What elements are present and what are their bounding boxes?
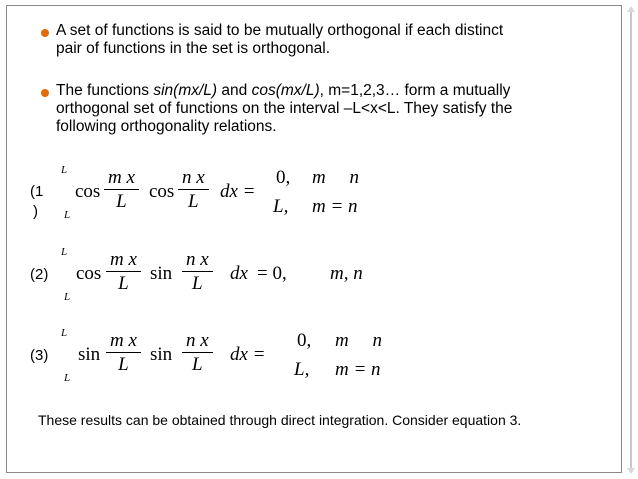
differential: dx [230,263,248,284]
case-value: L, [273,196,289,217]
equation-3-label: (3) [30,347,49,364]
bullet-2-line-1 [56,82,601,100]
fraction-bar [178,189,209,190]
scrollbar-track[interactable] [630,8,632,472]
italic-sin-term: sin(mx/L) [153,82,218,99]
text: , m=1,2,3… form a mutually [319,82,511,99]
integral-upper-limit: L [61,327,68,339]
fraction-bar [106,352,141,353]
bullet-2-line-3: following orthogonality relations. [56,118,277,135]
denominator: L [116,191,127,212]
integral-upper-limit: L [61,164,68,176]
fraction-bar [182,271,213,272]
scroll-down-arrow-icon[interactable] [627,468,635,474]
numerator: m x [110,249,137,270]
footer-note: These results can be obtained through direct integration. Consider equation 3. [38,412,522,428]
case-value: L, [294,359,310,380]
case-value: 0, [276,167,291,188]
integral-lower-limit: L [64,372,71,384]
equation-2-label: (2) [30,266,49,283]
bullet-2-line-2: orthogonal set of functions on the interval –L<x<L. They satisfy the [56,100,513,117]
numerator: n x [186,249,209,270]
case-value: 0, [297,330,312,351]
bullet-paragraph-2 [56,82,601,136]
fraction-bar [106,271,141,272]
numerator: n x [186,330,209,351]
bullet-dot-icon [41,89,49,97]
case-condition: m = n [335,359,381,380]
integral-lower-limit: L [64,209,71,221]
equation-condition: m, n [330,263,363,284]
equation-rhs: = 0, [257,263,287,284]
text: The functions [56,82,154,99]
equation-1-label-a: (1 [30,183,44,200]
case-condition: m = n [312,196,358,217]
numerator: n x [182,167,205,188]
function-name: sin [150,344,173,365]
slide-frame [6,5,622,473]
fraction [182,250,213,294]
numerator: m x [110,330,137,351]
fraction [106,331,141,375]
bullet-paragraph-1 [56,22,601,58]
fraction [178,168,209,212]
fraction [182,331,213,375]
function-name: sin [78,344,101,365]
case-condition: m n [312,167,359,188]
bullet-1-line-1: A set of functions is said to be mutually orthogonal if each distinct [56,22,504,39]
bullet-dot-icon [41,29,49,37]
denominator: L [118,354,129,375]
denominator: L [188,191,199,212]
numerator: m x [108,167,135,188]
differential: dx = [230,344,266,365]
function-name: cos [75,181,101,202]
bullet-1-line-2: pair of functions in the set is orthogonal. [56,40,330,57]
scroll-up-arrow-icon[interactable] [627,6,635,12]
text: and [217,82,252,99]
integral-upper-limit: L [61,246,68,258]
integral-lower-limit: L [64,291,71,303]
function-name: cos [76,263,102,284]
fraction-bar [182,352,213,353]
denominator: L [118,273,129,294]
function-name: sin [150,263,173,284]
differential: dx = [220,181,256,202]
denominator: L [192,273,203,294]
scrollbar[interactable] [627,8,635,472]
fraction [106,250,141,294]
case-condition: m n [335,330,382,351]
italic-cos-term: cos(mx/L) [251,82,320,99]
denominator: L [192,354,203,375]
equation-1-label-b: ) [33,203,38,220]
function-name: cos [149,181,175,202]
fraction-bar [104,189,139,190]
fraction [104,168,139,212]
